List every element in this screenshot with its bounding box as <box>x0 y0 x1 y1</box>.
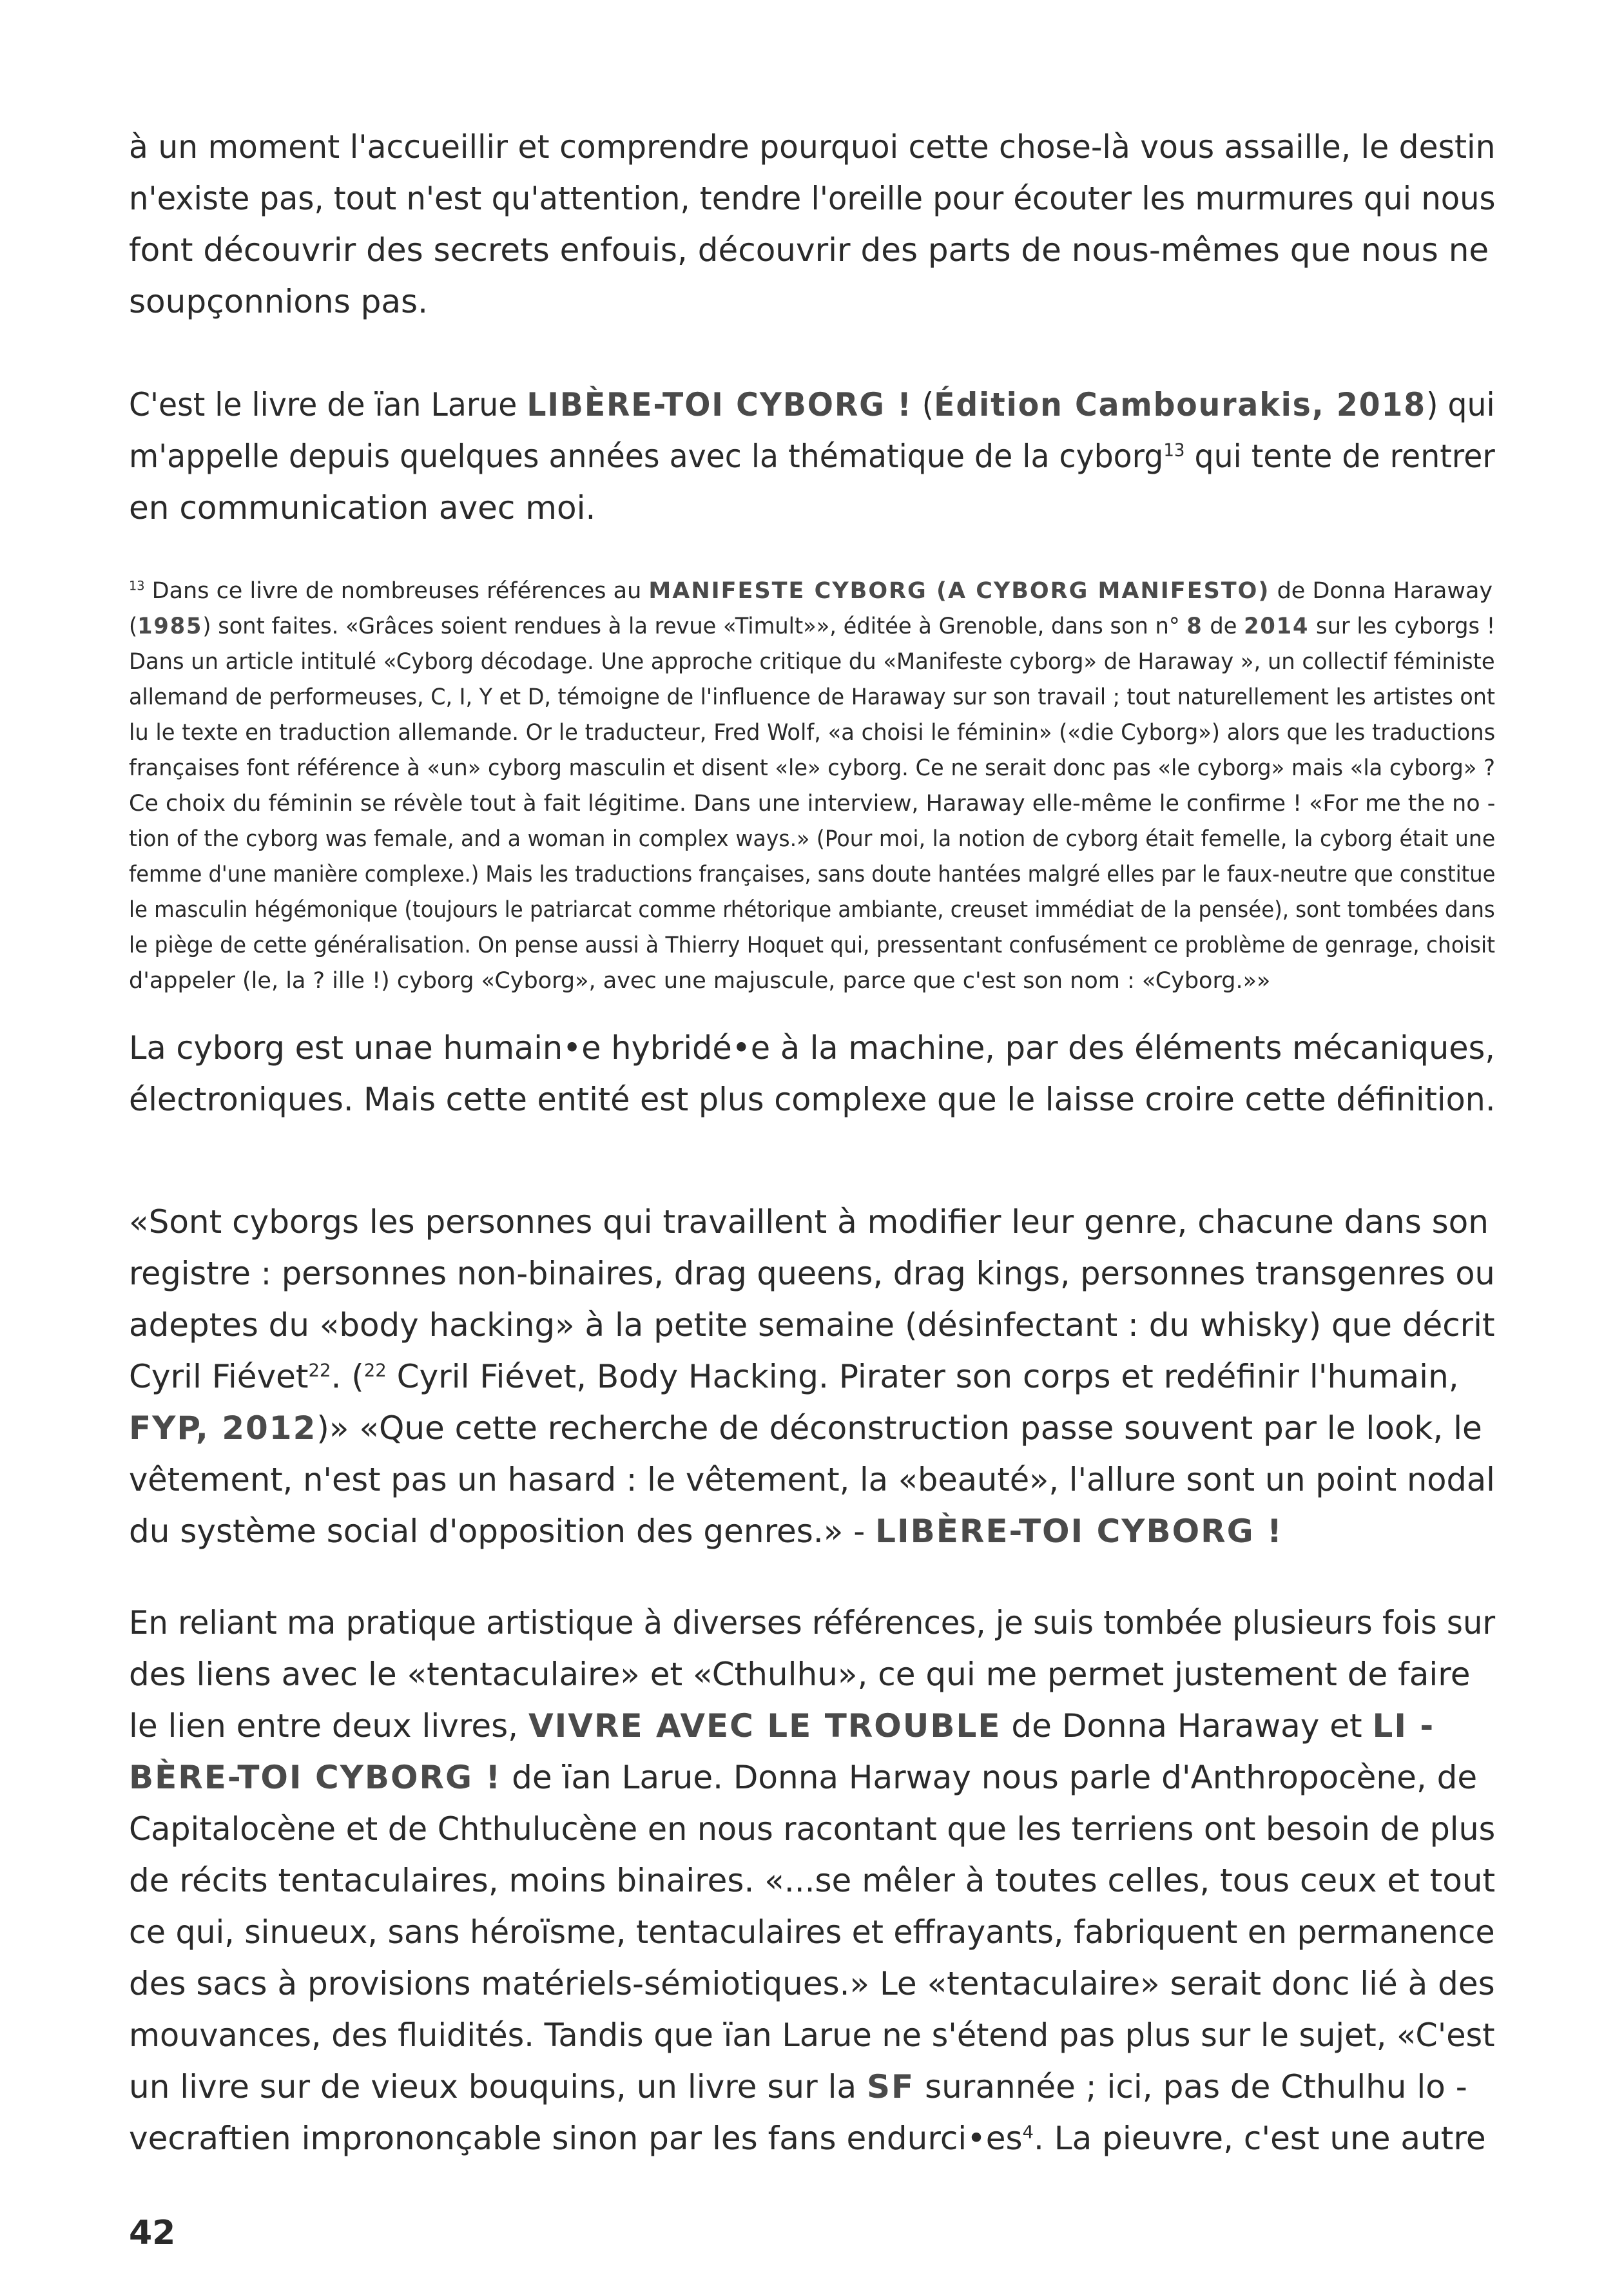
text-run: vêtement, n'est pas un hasard : le vêtement, la «beauté», l'allure sont un point nodal <box>129 1461 1495 1498</box>
text-line <box>129 963 1270 999</box>
text-line <box>129 1351 1459 1402</box>
text-run: surannée ; ici, pas de Cthulhu lo - <box>914 2068 1467 2105</box>
text-run: . ( <box>331 1358 364 1395</box>
text-run: françaises font référence à «un» cyborg masculin et disent «le» cyborg. Ce ne serait donc pas «le cyborg» mais «la cyborg» ? <box>129 755 1495 781</box>
text-line <box>129 574 1493 609</box>
text-run: «Sont cyborgs les personnes qui travaillent à modifier leur genre, chacune dans son <box>129 1203 1489 1241</box>
text-line <box>129 1299 1495 1351</box>
text-run: vecraftien imprononçable sinon par les fans endurci•es <box>129 2120 1023 2157</box>
text-line <box>129 1454 1495 1505</box>
text-line <box>129 1906 1495 1958</box>
text-run: Cyril Fiévet, Body Hacking. Pirater son corps et redéfinir l'humain, <box>386 1358 1459 1395</box>
text-line <box>129 121 1495 173</box>
text-line <box>129 609 1495 644</box>
text-run: font découvrir des secrets enfouis, découvrir des parts de nous-mêmes que nous ne <box>129 231 1489 269</box>
text-line <box>129 173 1495 224</box>
text-line <box>129 857 1495 893</box>
text-line <box>129 715 1495 751</box>
text-run: Dans ce livre de nombreuses références au <box>144 578 649 604</box>
text-run: le lien entre deux livres, <box>129 1707 528 1745</box>
footnote-ref: 13 <box>129 578 145 594</box>
text-run: n'existe pas, tout n'est qu'attention, tendre l'oreille pour écouter les murmures qui nous <box>129 180 1496 217</box>
text-run: à un moment l'accueillir et comprendre pourquoi cette chose-là vous assaille, le destin <box>129 128 1496 166</box>
text-line <box>129 1958 1495 2009</box>
text-line <box>129 893 1495 928</box>
text-run: en communication avec moi. <box>129 489 596 527</box>
text-line <box>129 786 1495 822</box>
text-line <box>129 644 1495 680</box>
text-run: le masculin hégémonique (toujours le patriarcat comme rhétorique ambiante, creuset immédiat de la pensée), sont tombées dans <box>129 897 1495 923</box>
text-line <box>129 1597 1495 1649</box>
text-run: de Donna Haraway <box>1270 578 1493 604</box>
text-line <box>129 431 1495 482</box>
text-run: En reliant ma pratique artistique à diverses références, je suis tombée plusieurs fois sur <box>129 1604 1496 1641</box>
text-run: des liens avec le «tentaculaire» et «Cthulhu», ce qui me permet justement de faire <box>129 1656 1471 1693</box>
text-line <box>129 1248 1495 1299</box>
text-run: m'appelle depuis quelques années avec la thématique de la cyborg <box>129 438 1164 475</box>
text-run: registre : personnes non-binaires, drag queens, drag kings, personnes transgenres ou <box>129 1255 1495 1292</box>
text-run: ) sont faites. «Grâces soient rendues à la revue «Timult»», éditée à Grenoble, dans son n° <box>202 614 1187 639</box>
text-run: Cyril Fiévet <box>129 1358 309 1395</box>
text-run: qui tente de rentrer <box>1184 438 1495 475</box>
text-run: ( <box>912 386 934 423</box>
text-run: d'appeler (le, la ? ille !) cyborg «Cyborg», avec une majuscule, parce que c'est son nom : «Cyborg.»» <box>129 968 1271 994</box>
emphasis-text: 2014 <box>1244 614 1310 639</box>
footnote-ref: 22 <box>363 1360 387 1381</box>
text-run: Capitalocène et de Chthulucène en nous racontant que les terriens ont besoin de plus <box>129 1810 1496 1848</box>
text-line <box>129 1074 1495 1125</box>
text-run: de Donna Haraway et <box>1001 1707 1373 1745</box>
text-run: soupçonnions pas. <box>129 283 428 320</box>
emphasis-text: LIBÈRE-TOI CYBORG ! <box>527 386 913 423</box>
text-run: un livre sur de vieux bouquins, un livre sur la <box>129 2068 867 2105</box>
text-line <box>129 1505 1283 1557</box>
text-run: )» «Que cette recherche de déconstruction passe souvent par le look, le <box>316 1409 1482 1447</box>
emphasis-text: MANIFESTE CYBORG (A CYBORG MANIFESTO) <box>648 578 1270 604</box>
text-line <box>129 680 1495 715</box>
text-run: de ïan Larue. Donna Harway nous parle d'Anthropocène, de <box>501 1759 1478 1796</box>
text-run: adeptes du «body hacking» à la petite semaine (désinfectant : du whisky) que décrit <box>129 1306 1495 1344</box>
text-run: femme d'une manière complexe.) Mais les traductions françaises, sans doute hantées malgré elles par le faux-neutre que constitue <box>129 862 1496 887</box>
emphasis-text: LIBÈRE-TOI CYBORG ! <box>875 1513 1283 1550</box>
text-line <box>129 1752 1477 1803</box>
emphasis-text: BÈRE-TOI CYBORG ! <box>129 1759 502 1796</box>
text-line <box>129 2061 1467 2113</box>
emphasis-text: SF <box>867 2068 915 2105</box>
emphasis-text: VIVRE AVEC LE TROUBLE <box>528 1707 1001 1745</box>
footnote-ref: 13 <box>1163 440 1185 461</box>
emphasis-text: Édition Cambourakis, 2018 <box>934 386 1427 423</box>
text-line <box>129 482 595 534</box>
text-line <box>129 822 1495 857</box>
footnote-ref: 4 <box>1022 2122 1034 2143</box>
text-run: . La pieuvre, c'est une autre <box>1034 2120 1486 2157</box>
text-run: sur les cyborgs ! <box>1309 614 1496 639</box>
text-line <box>129 1022 1495 1074</box>
text-line <box>129 1700 1435 1752</box>
text-line <box>129 751 1495 786</box>
emphasis-text: 8 <box>1186 614 1203 639</box>
text-run: du système social d'opposition des genres.» - <box>129 1513 876 1550</box>
emphasis-text: 1985 <box>137 614 203 639</box>
footnote-ref: 22 <box>308 1360 331 1381</box>
emphasis-text: FYP, 2012 <box>129 1409 317 1447</box>
text-run: ) qui <box>1426 386 1495 423</box>
text-line <box>129 276 428 327</box>
text-run: le piège de cette généralisation. On pense aussi à Thierry Hoquet qui, pressentant confusément ce problème de genrage, choisit <box>129 933 1495 958</box>
text-run: Ce choix du féminin se révèle tout à fait légitime. Dans une interview, Haraway elle-même le confirme ! «For me the no - <box>129 791 1496 817</box>
text-line <box>129 2009 1495 2061</box>
text-run: allemand de performeuses, C, I, Y et D, témoigne de l'influence de Haraway sur son travail ; tout naturellement les artistes ont <box>129 684 1495 710</box>
text-run: La cyborg est unae humain•e hybridé•e à la machine, par des éléments mécaniques, <box>129 1029 1495 1067</box>
text-line <box>129 1402 1482 1454</box>
text-run: tion of the cyborg was female, and a woman in complex ways.» (Pour moi, la notion de cyborg était femelle, la cyborg était une <box>129 826 1496 852</box>
text-run: mouvances, des fluidités. Tandis que ïan Larue ne s'étend pas plus sur le sujet, «C'est <box>129 2017 1495 2054</box>
text-run: des sacs à provisions matériels-sémiotiques.» Le «tentaculaire» serait donc lié à des <box>129 1965 1495 2002</box>
text-line <box>129 2113 1486 2164</box>
text-line <box>129 1196 1489 1248</box>
text-line <box>129 1649 1471 1700</box>
text-run: Dans un article intitulé «Cyborg décodage. Une approche critique du «Manifeste cyborg» de Haraway », un collectif féministe <box>129 649 1495 675</box>
text-run: de <box>1203 614 1244 639</box>
text-line <box>129 1803 1495 1855</box>
text-run: C'est le livre de ïan Larue <box>129 386 527 423</box>
emphasis-text: LI - <box>1372 1707 1435 1745</box>
text-run: ( <box>129 614 138 639</box>
text-run: ce qui, sinueux, sans héroïsme, tentaculaires et effrayants, fabriquent en permanence <box>129 1913 1495 1951</box>
text-line <box>129 1855 1495 1906</box>
text-run: de récits tentaculaires, moins binaires. «...se mêler à toutes celles, tous ceux et tout <box>129 1862 1496 1899</box>
text-line <box>129 224 1489 276</box>
page-number: 42 <box>129 2214 176 2252</box>
text-line <box>129 379 1495 431</box>
text-run: lu le texte en traduction allemande. Or le traducteur, Fred Wolf, «a choisi le féminin» («die Cyborg») alors que les traductions <box>129 720 1496 746</box>
text-run: électroniques. Mais cette entité est plus complexe que le laisse croire cette définition. <box>129 1081 1496 1118</box>
text-line <box>129 928 1495 963</box>
